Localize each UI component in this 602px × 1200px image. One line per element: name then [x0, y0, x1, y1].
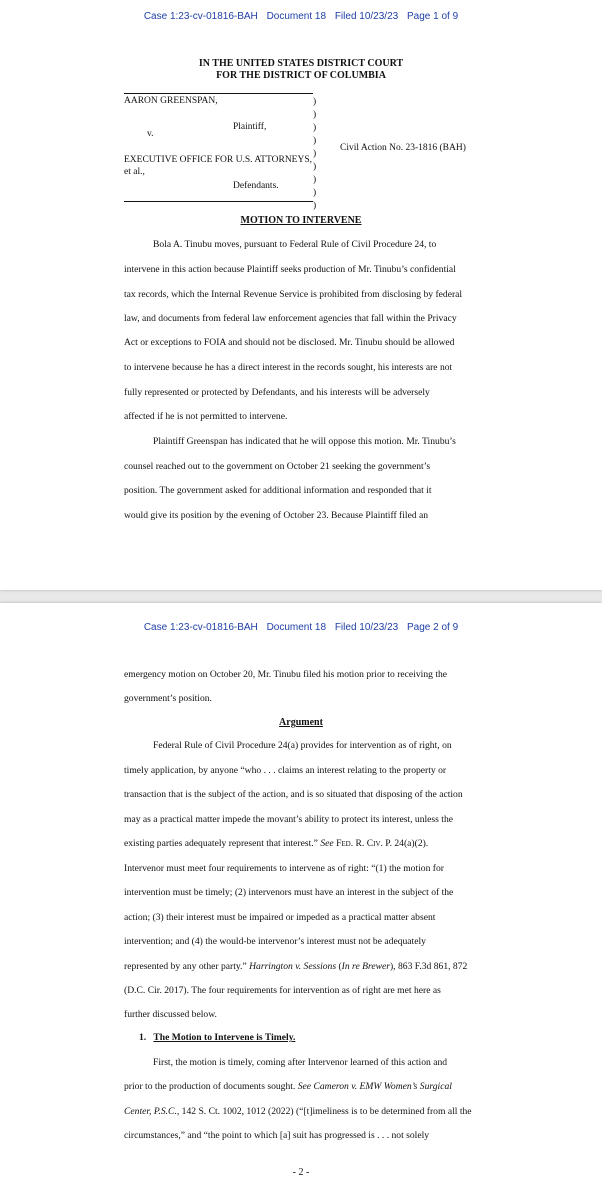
citation-line [124, 1081, 452, 1092]
case-name: Center, P.S.C. [124, 1106, 177, 1117]
body-line: law, and documents from federal law enforcement agencies that fall within the Privacy [124, 313, 457, 324]
document-number: Document 18 [266, 622, 327, 633]
plaintiff-name: AARON GREENSPAN, [124, 96, 218, 106]
caption-parens: ) ) ) ) ) ) ) ) ) [313, 97, 317, 211]
body-line: would give its position by the evening of October 23. Because Plaintiff filed an [124, 510, 429, 521]
body-line: may as a practical matter impede the movant’s ability to protect its interest, unless the [124, 814, 454, 825]
document-page-1 [0, 0, 602, 590]
body-line: (D.C. Cir. 2017). The four requirements for intervention as of right are met here as [124, 985, 441, 996]
argument-heading: Argument [279, 717, 323, 728]
plaintiff-role: Plaintiff, [233, 122, 267, 132]
body-line: action; (3) their interest must be impaired or impeded as a practical matter absent [124, 912, 436, 923]
case-name: In re Brewer [341, 961, 390, 972]
body-line: further discussed below. [124, 1009, 217, 1020]
body-line: tax records, which the Internal Revenue Service is prohibited from disclosing by federal [124, 289, 463, 300]
court-line-1: IN THE UNITED STATES DISTRICT COURT [198, 58, 404, 69]
motion-title: MOTION TO INTERVENE [240, 215, 362, 226]
court-name [0, 58, 602, 82]
body-line: circumstances,” and “the point to which [a] suit has progressed is . . . not solely [124, 1130, 430, 1141]
defendant-role: Defendants. [233, 181, 279, 191]
page-number: Page 2 of 9 [407, 622, 459, 633]
document-page-2 [0, 603, 602, 1200]
body-line: transaction that is the subject of the action, and is so situated that disposing of the action [124, 789, 463, 800]
text-run: prior to the production of documents sought. [124, 1081, 298, 1092]
body-line: government’s position. [124, 693, 212, 704]
body-line: Bola A. Tinubu moves, pursuant to Federal Rule of Civil Procedure 24, to [153, 239, 437, 250]
body-line: First, the motion is timely, coming after Intervenor learned of this action and [153, 1057, 448, 1068]
case-name: Harrington v. Sessions [249, 961, 337, 972]
defendant-etal: et al., [124, 167, 145, 177]
body-line: fully represented or protected by Defendants, and his interests will be adversely [124, 387, 430, 398]
ecf-header [0, 11, 602, 22]
body-line: Federal Rule of Civil Procedure 24(a) provides for intervention as of right, on [153, 740, 452, 751]
case-number: Case 1:23-cv-01816-BAH [143, 622, 258, 633]
caption-top-rule [124, 93, 313, 94]
civil-action-number: Civil Action No. 23-1816 (BAH) [340, 143, 466, 153]
text-run: ( [336, 961, 342, 972]
text-run: ), 863 F.3d 861, 872 [389, 961, 468, 972]
ecf-header [0, 622, 602, 633]
section-number: 1. [139, 1032, 147, 1043]
body-line: counsel reached out to the government on October 21 seeking the government’s [124, 461, 431, 472]
defendant-name: EXECUTIVE OFFICE FOR U.S. ATTORNEYS, [124, 155, 312, 165]
body-line: intervene in this action because Plaintiff seeks production of Mr. Tinubu’s confidential [124, 264, 456, 275]
case-name: Cameron v. EMW Women’s Surgical [311, 1081, 452, 1092]
text-run: represented by any other party.” [124, 961, 250, 972]
court-line-2: FOR THE DISTRICT OF COLUMBIA [216, 70, 386, 81]
case-number: Case 1:23-cv-01816-BAH [143, 11, 258, 22]
page-footer-number: - 2 - [292, 1167, 310, 1178]
body-line: Plaintiff Greenspan has indicated that he will oppose this motion. Mr. Tinubu’s [153, 436, 456, 447]
rule-citation: Fed. R. Civ. P. [333, 838, 392, 849]
signal-see: See [320, 838, 334, 849]
body-line: emergency motion on October 20, Mr. Tinubu filed his motion prior to receiving the [124, 669, 448, 680]
versus: v. [147, 129, 154, 139]
signal-see: See [297, 1081, 312, 1092]
citation-line [124, 961, 467, 972]
body-line: Act or exceptions to FOIA and should not be disclosed. Mr. Tinubu should be allowed [124, 337, 455, 348]
text-run: , 142 S. Ct. 1002, 1012 (2022) (“[t]imeliness is to be determined from all the [176, 1106, 472, 1117]
body-line: intervention must be timely; (2) intervenors must have an interest in the subject of the [124, 887, 454, 898]
body-line: to intervene because he has a direct interest in the records sought, his interests are not [124, 362, 453, 373]
section-title: The Motion to Intervene is Timely. [153, 1032, 296, 1043]
filed-date: Filed 10/23/23 [334, 11, 399, 22]
citation-line [124, 838, 428, 849]
citation-line [124, 1106, 472, 1117]
page-number: Page 1 of 9 [407, 11, 459, 22]
document-number: Document 18 [266, 11, 327, 22]
section-heading [139, 1032, 295, 1043]
text-run: existing parties adequately represent that interest.” [124, 838, 321, 849]
body-line: affected if he is not permitted to intervene. [124, 411, 288, 422]
body-line: intervention; and (4) the would-be intervenor’s interest must not be adequately [124, 936, 426, 947]
body-line: Intervenor must meet four requirements to intervene as of right: “(1) the motion for [124, 863, 444, 874]
caption-bottom-rule [124, 201, 313, 202]
body-line: timely application, by anyone “who . . . claims an interest relating to the property or [124, 765, 447, 776]
body-line: position. The government asked for additional information and responded that it [124, 485, 432, 496]
filed-date: Filed 10/23/23 [334, 622, 399, 633]
text-run: 24(a)(2). [391, 838, 429, 849]
